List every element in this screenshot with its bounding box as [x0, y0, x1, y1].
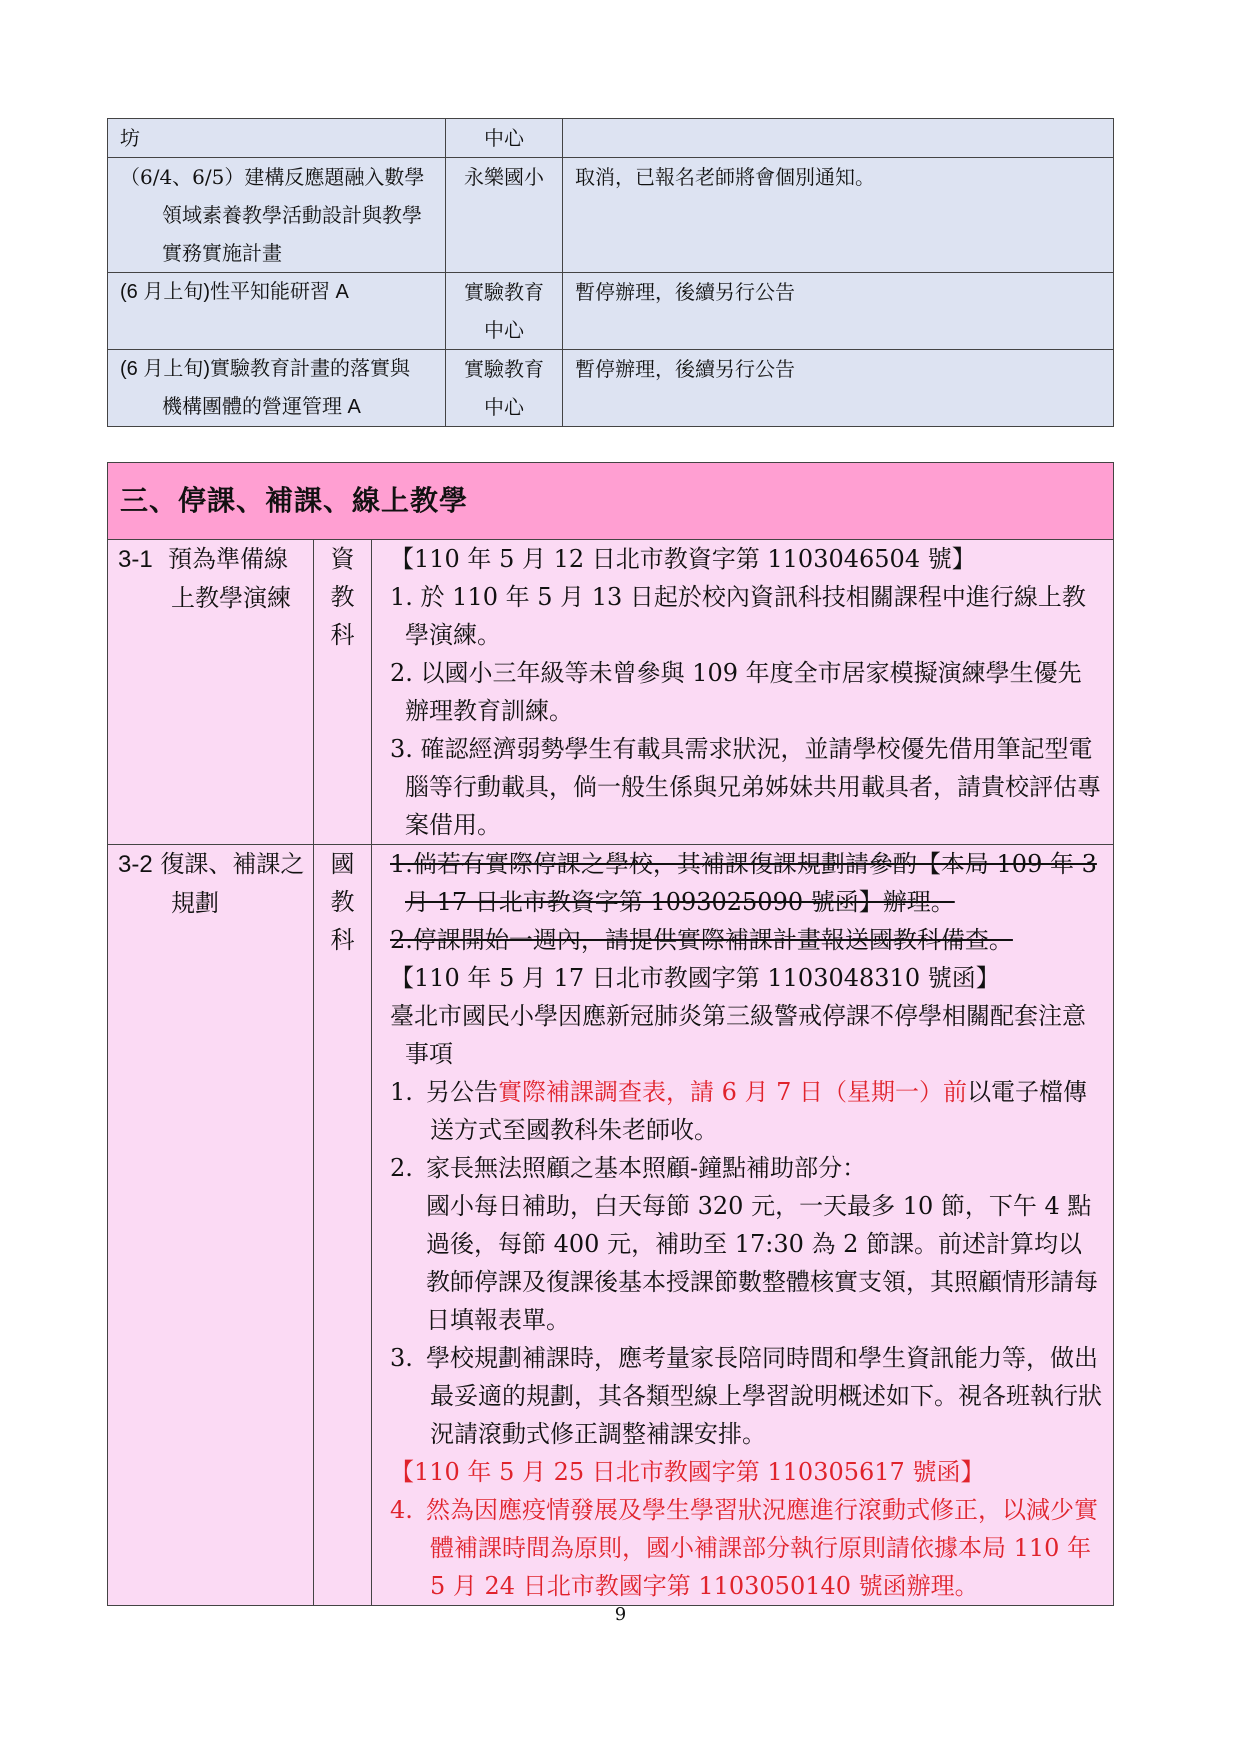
activity-table — [107, 118, 1114, 427]
document-reference: 【110 年 5 月 17 日北市教國字第 1103048310 號函】 — [390, 964, 1000, 992]
organizer: 實驗教育 中心 — [446, 273, 563, 350]
list-item: 2. 家長無法照顧之基本照顧-鐘點補助部分： — [390, 1154, 867, 1182]
highlight-text: 實際補課調查表，請 6 月 7 日（星期一）前 — [498, 1078, 968, 1106]
section-title: 三、停課、補課、線上教學 — [120, 483, 469, 517]
document-reference: 【110 年 5 月 12 日北市教資字第 1103046504 號】 — [390, 545, 976, 573]
table-row: (6 月上旬)實驗教育計畫的落實與 機構團體的營運管理 A 實驗教育 中心 暫停辦理，後續另行公告 — [108, 350, 1114, 427]
list-item: 4. 然為因應疫情發展及學生學習狀況應進行滾動式修正，以減少實體補課時間為原則，國小補課部分執行原則請依據本局 110 年 5 月 24 日北市教國字第 1103050140 號函辦理。 — [390, 1496, 1098, 1600]
list-item: 1. 於 110 年 5 月 13 日起於校內資訊科技相關課程中進行線上教學演練。 — [390, 583, 1086, 649]
status-note: 取消，已報名老師將會個別通知。 — [575, 165, 875, 189]
list-item: 3. 學校規劃補課時，應考量家長陪同時間和學生資訊能力等，做出最妥適的規劃，其各類型線上學習說明概述如下。視各班執行狀況請滾動式修正調整補課安排。 — [390, 1344, 1102, 1448]
status-note: 暫停辦理，後續另行公告 — [575, 357, 795, 381]
struck-item: 1.倘若有實際停課之學校，其補課復課規劃請參酌【本局 109 年 3 月 17 日北市教資字第 1093025090 號函】辦理。 — [390, 850, 1097, 916]
status-note: 暫停辦理，後續另行公告 — [575, 280, 795, 304]
activity-name: (6 月上旬)性平知能研習 A — [120, 281, 349, 303]
list-item: 1. 另公告實際補課調查表，請 6 月 7 日（星期一）前以電子檔傳送方式至國教科朱老師收。 — [390, 1078, 1088, 1144]
department: 國 教 科 — [314, 845, 372, 1606]
organizer: 實驗教育 中心 — [446, 350, 563, 427]
activity-name: 坊 — [120, 126, 140, 150]
struck-item: 2.停課開始一週內，請提供實際補課計畫報送國教科備查。 — [390, 926, 1013, 954]
notice-heading: 臺北市國民小學因應新冠肺炎第三級警戒停課不停學相關配套注意事項 — [390, 1002, 1086, 1068]
suspension-section-table — [107, 462, 1114, 1606]
document-reference: 【110 年 5 月 25 日北市教國字第 110305617 號函】 — [390, 1458, 985, 1486]
page-number: 9 — [614, 1604, 627, 1625]
activity-name: （6/4、6/5）建構反應題融入數學 — [120, 165, 425, 189]
table-row — [108, 273, 1114, 350]
item-number: 3-1 — [118, 546, 153, 573]
table-row — [108, 845, 1114, 1606]
status-note — [563, 119, 1114, 158]
table-row — [108, 540, 1114, 845]
item-title: 3-2 復課、補課之 規劃 — [118, 850, 305, 917]
activity-name: (6 月上旬)實驗教育計畫的落實與 — [120, 358, 410, 380]
list-item: 3. 確認經濟弱勢學生有載具需求狀況，並請學校優先借用筆記型電腦等行動載具，倘一般生係與兄弟姊妹共用載具者，請貴校評估專案借用。 — [390, 735, 1101, 839]
department: 資 教 科 — [314, 540, 372, 845]
table-row: （6/4、6/5）建構反應題融入數學 領域素養教學活動設計與教學 實務實施計畫 永樂國小 取消，已報名老師將會個別通知。 — [108, 158, 1114, 273]
organizer: 永樂國小 — [446, 158, 563, 273]
item-title: 3-1 預為準備線 上教學演練 — [118, 545, 291, 612]
list-item-detail: 國小每日補助，白天每節 320 元，一天最多 10 節，下午 4 點過後，每節 400 元，補助至 17:30 為 2 節課。前述計算均以教師停課及復課後基本授課節數整體核實支領，其照顧情形請每日填報表單。 — [426, 1192, 1098, 1334]
list-item: 2. 以國小三年級等未曾參與 109 年度全市居家模擬演練學生優先辦理教育訓練。 — [390, 659, 1082, 725]
organizer: 中心 — [446, 119, 563, 158]
table-row — [108, 119, 1114, 158]
item-number: 3-2 — [118, 851, 153, 878]
